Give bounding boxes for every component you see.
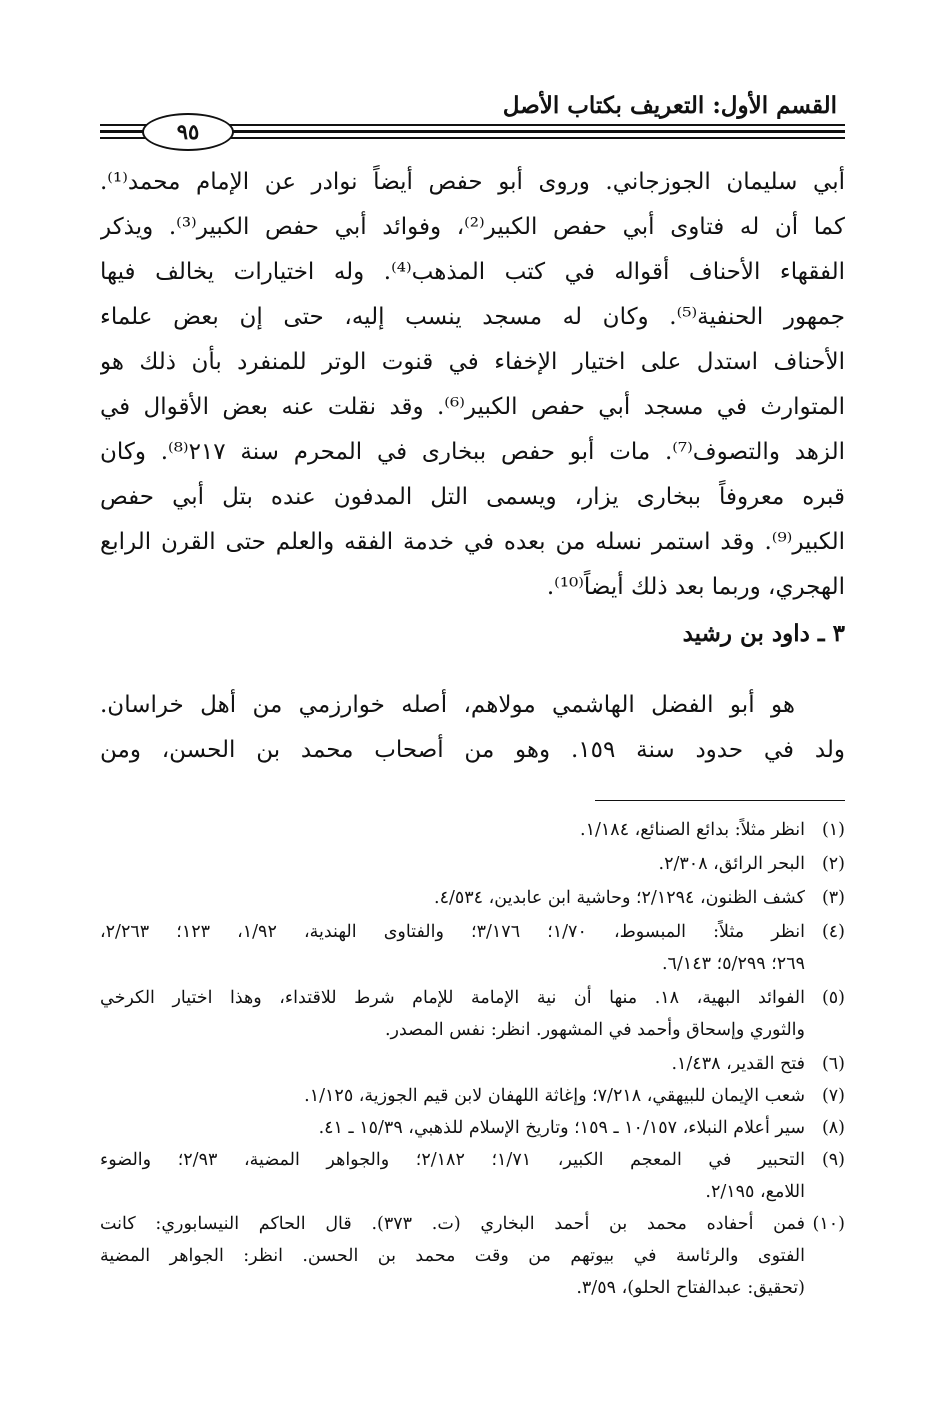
footnote-text: فمن أحفاده محمد بن أحمد البخاري (ت. ٣٧٣). قال الحاكم النيسابوري: كانت: [100, 1214, 805, 1234]
footnote-text: سير أعلام النبلاء، ١٠/١٥٧ ـ ١٥٩؛ وتاريخ الإسلام للذهبي، ١٥/٣٩ ـ ٤١.: [318, 1118, 805, 1138]
footnote-text: البحر الرائق، ٢/٣٠٨.: [658, 854, 805, 874]
footnote-text: انظر مثلاً: المبسوط، ١/٧٠؛ ٣/١٧٦؛ والفتاوى الهندية، ١/٩٢، ١٢٣؛ ٢/٢٦٣،: [100, 922, 805, 942]
footnote-text: التحبير في المعجم الكبير، ١/٧١؛ ٢/١٨٢؛ والجواهر المضية، ٢/٩٣؛ والضوء: [100, 1150, 805, 1170]
footnote-number: (٨): [821, 1118, 845, 1138]
body-line: المتوارث في مسجد أبي حفص الكبير⁽⁶⁾. وقد نقلت عنه بعض الأقوال في: [100, 394, 845, 420]
body-line: ولد في حدود سنة ١٥٩. وهو من أصحاب محمد بن الحسن، ومن: [100, 737, 845, 763]
footnote-text: (تحقيق: عبدالفتاح الحلو)، ٣/٥٩.: [576, 1278, 805, 1298]
footnote-text: والثوري وإسحاق وأحمد في المشهور. انظر: نفس المصدر.: [384, 1020, 805, 1040]
footnote-text: الفتوى والرئاسة في بيوتهم من وقت محمد بن الحسن. انظر: الجواهر المضية: [100, 1246, 805, 1266]
footnote-number: (٧): [821, 1086, 845, 1106]
page-number: ٩٥: [142, 113, 234, 151]
footnote-text: ٢٦٩؛ ٥/٢٩٩؛ ٦/١٤٣.: [661, 954, 805, 974]
footnote-text: انظر مثلاً: بدائع الصنائع، ١/١٨٤.: [580, 820, 805, 840]
footnote-number: (٥): [821, 988, 845, 1008]
body-line: الكبير⁽⁹⁾. وقد استمر نسله من بعده في خدمة الفقه والعلم حتى القرن الرابع: [100, 529, 845, 555]
body-line: جمهور الحنفية⁽⁵⁾. وكان له مسجد ينسب إليه، حتى إن بعض علماء: [100, 304, 845, 330]
body-line: قبره معروفاً ببخارى يزار، ويسمى التل المدفون عنده بتل أبي حفص: [100, 484, 845, 510]
body-paragraph-1: [100, 160, 845, 610]
body-paragraph-2: [100, 683, 845, 773]
footnote-number: (٩): [821, 1150, 845, 1170]
body-line: الفقهاء الأحناف أقواله في كتب المذهب⁽⁴⁾. وله اختيارات يخالف فيها: [100, 259, 845, 285]
footnote: [100, 982, 845, 1046]
section-heading: ٣ ـ داود بن رشيد: [682, 620, 845, 647]
footnote: [100, 1080, 845, 1112]
footnote-text: الفوائد البهية، ١٨. منها أن نية الإمامة للإمام شرط للاقتداء، وهذا اختيار الكرخي: [100, 988, 805, 1008]
footnote-text: شعب الإيمان للبيهقي، ٧/٢١٨؛ وإغاثة اللهفان لابن قيم الجوزية، ١/١٢٥.: [304, 1086, 805, 1106]
body-line: أبي سليمان الجوزجاني. وروى أبو حفص أيضاً نوادر عن الإمام محمد⁽¹⁾.: [100, 169, 845, 195]
footnote-text: اللامع، ٢/١٩٥.: [705, 1182, 805, 1202]
footnote-number: (٢): [821, 854, 845, 874]
body-line: كما أن له فتاوى أبي حفص الكبير⁽²⁾، وفوائد أبي حفص الكبير⁽³⁾. ويذكر: [100, 214, 845, 240]
footnote-separator: [595, 800, 845, 801]
footnote: [100, 1048, 845, 1080]
footnote-number: (١٠): [812, 1214, 845, 1234]
running-header-title: القسم الأول: التعريف بكتاب الأصل: [502, 92, 837, 119]
footnote-number: (١): [821, 820, 845, 840]
body-line: الهجري، وربما بعد ذلك أيضاً⁽¹⁰⁾.: [546, 574, 845, 600]
footnote-number: (٦): [821, 1054, 845, 1074]
footnote-number: (٤): [821, 922, 845, 942]
footnote-text: فتح القدير، ١/٤٣٨.: [671, 1054, 805, 1074]
footnote: [100, 1208, 845, 1304]
footnote-text: كشف الظنون، ٢/١٢٩٤؛ وحاشية ابن عابدين، ٤/٥٣٤.: [433, 888, 805, 908]
footnote: [100, 814, 845, 846]
footnote-number: (٣): [821, 888, 845, 908]
footnote: [100, 882, 845, 914]
body-line: الأحناف استدل على اختيار الإخفاء في قنوت الوتر للمنفرد بأن ذلك هو: [100, 349, 845, 375]
footnote: [100, 848, 845, 880]
footnote: [100, 1144, 845, 1208]
body-line: هو أبو الفضل الهاشمي مولاهم، أصله خوارزمي من أهل خراسان.: [100, 692, 795, 718]
footnotes: [100, 814, 845, 1304]
body-line: الزهد والتصوف⁽⁷⁾. مات أبو حفص ببخارى في المحرم سنة ٢١٧⁽⁸⁾. وكان: [100, 439, 845, 465]
footnote: [100, 916, 845, 980]
footnote: [100, 1112, 845, 1144]
